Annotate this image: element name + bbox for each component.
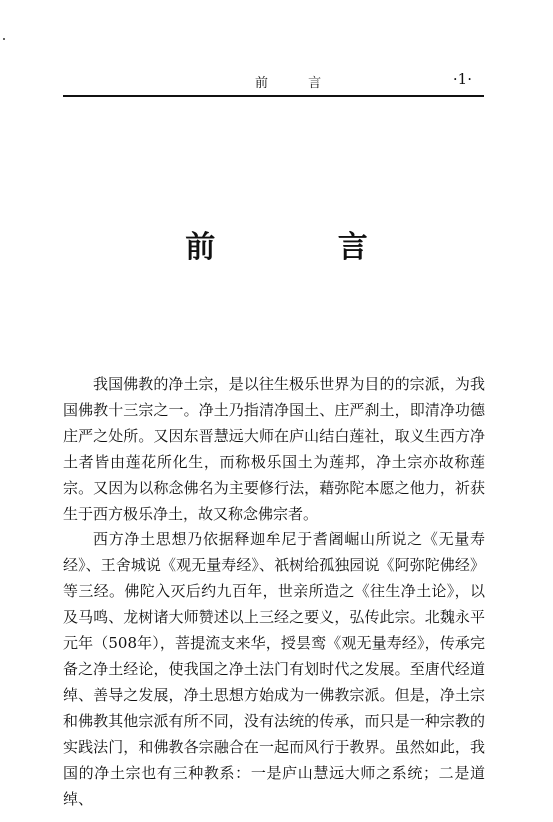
- running-title: 前 言: [255, 76, 340, 91]
- page-number: ·1·: [452, 70, 472, 88]
- running-header: [63, 60, 484, 98]
- paragraph: 我国佛教的净土宗，是以往生极乐世界为目的的宗派，为我国佛教十三宗之一。净土乃指清净国土、庄严刹土，即清净功德庄严之处所。又因东晋慧远大师在庐山结白莲社，取义生西方净土者皆由莲花所化生，而称极乐国土为莲邦，净土宗亦故称莲宗。又因为以称念佛名为主要修行法，藉弥陀本愿之他力，祈获生于西方极乐净土，故又称念佛宗者。: [63, 375, 485, 523]
- chapter-title: 前 言: [185, 230, 424, 265]
- header-rule: [63, 95, 484, 97]
- scan-speck: [3, 38, 5, 40]
- body-text: [63, 372, 485, 812]
- paragraph: 西方净土思想乃依据释迦牟尼于耆阇崛山所说之《无量寿经》、王舍城说《观无量寿经》、祇树给孤独园说《阿弥陀佛经》等三经。佛陀入灭后约九百年，世亲所造之《往生净土论》，以及马鸣、龙树诸大师赞述以上三经之要义，弘传此宗。北魏永平元年（508年），菩提流支来华，授昙鸾《观无量寿经》，传承完备之净土经论，使我国之净土法门有划时代之发展。至唐代经道绰、善导之发展，净土思想方始成为一佛教宗派。但是，净土宗和佛教其他宗派有所不同，没有法统的传承，而只是一种宗教的实践法门，和佛教各宗融合在一起而风行于教界。虽然如此，我国的净土宗也有三种教系：一是庐山慧远大师之系统；二是道绰、: [63, 530, 485, 808]
